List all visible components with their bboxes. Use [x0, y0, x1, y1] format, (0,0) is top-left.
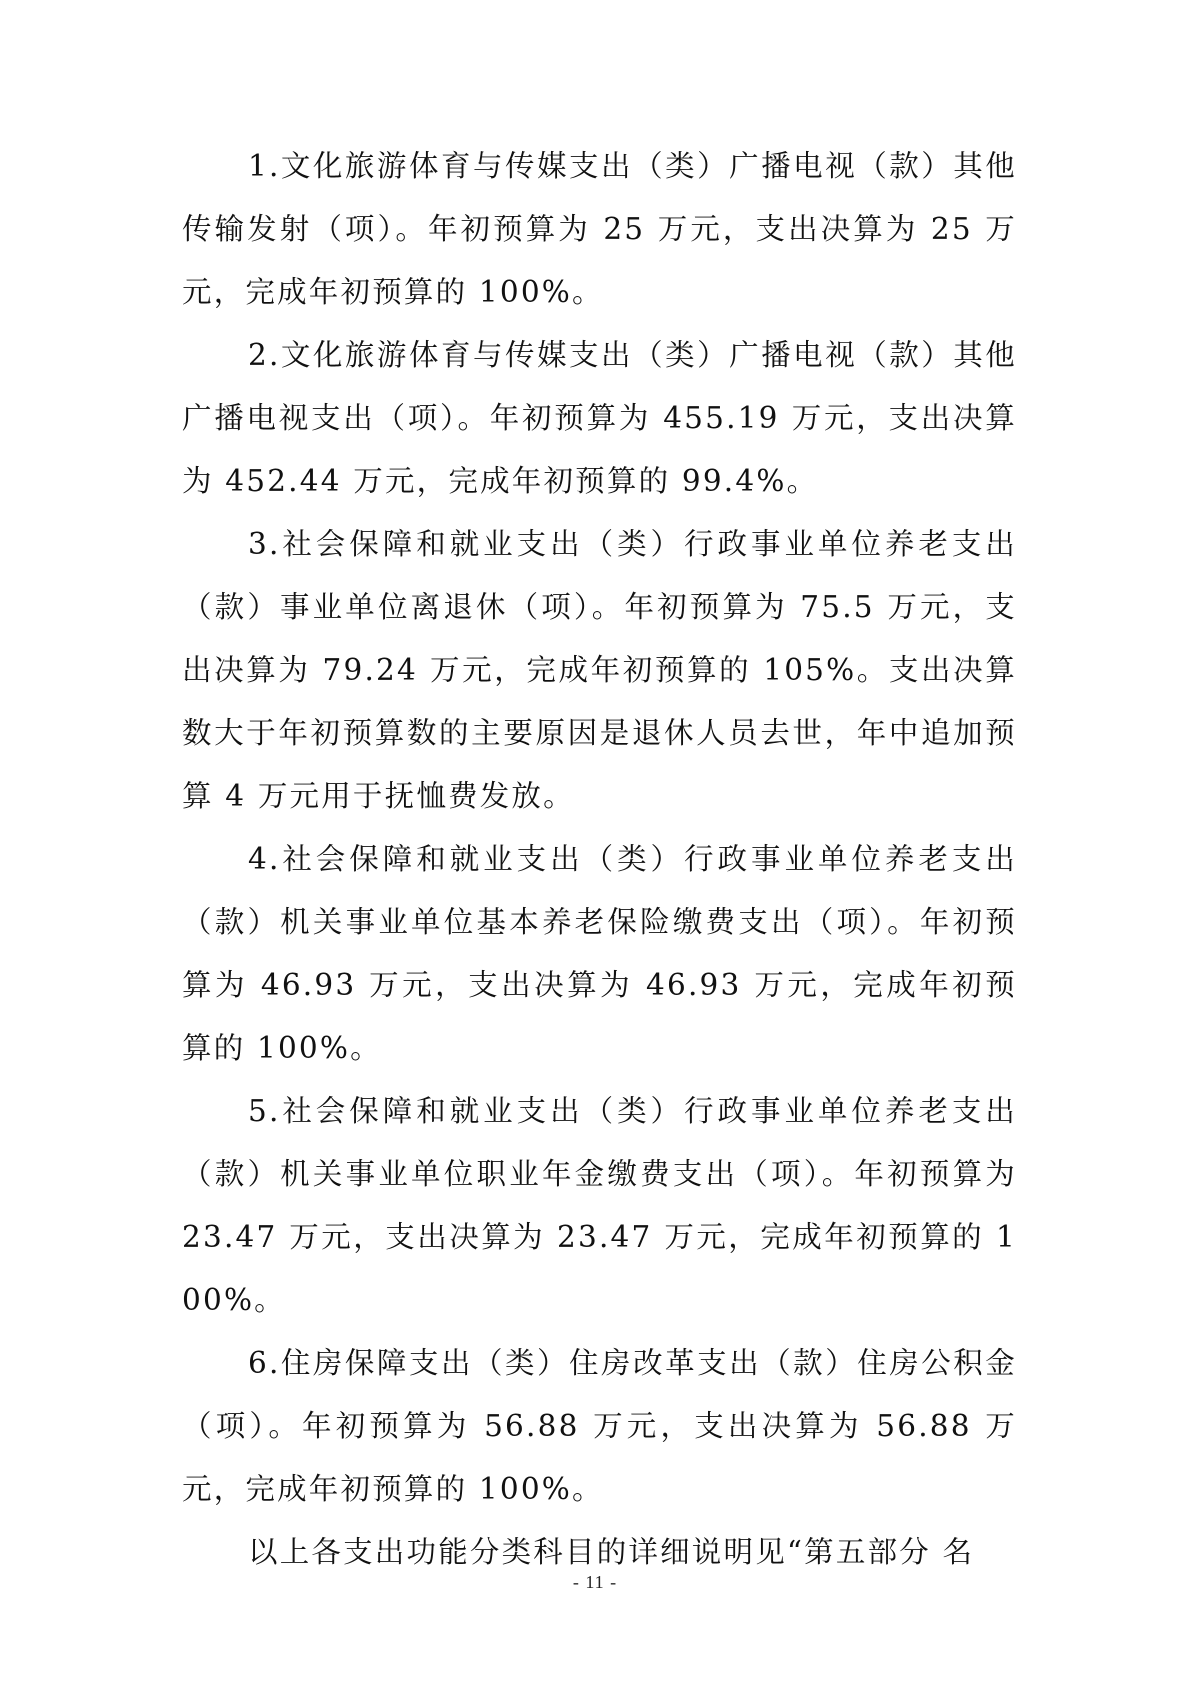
paragraph-item-4: 4.社会保障和就业支出（类）行政事业单位养老支出（款）机关事业单位基本养老保险缴费支出（项）。年初预算为 46.93 万元，支出决算为 46.93 万元，完成年初预算的 100%。 [182, 842, 1017, 1065]
page-number: - 11 - [572, 1572, 618, 1592]
paragraph-item-3: 3.社会保障和就业支出（类）行政事业单位养老支出（款）事业单位离退休（项）。年初预算为 75.5 万元，支出决算为 79.24 万元，完成年初预算的 105%。支出决算数大于年初预算数的主要原因是退休人员去世，年中追加预算 4 万元用于抚恤费发放。 [182, 527, 1017, 813]
paragraph-item-6: 6.住房保障支出（类）住房改革支出（款）住房公积金（项）。年初预算为 56.88 万元，支出决算为 56.88 万元，完成年初预算的 100%。 [182, 1346, 1017, 1506]
document-body [182, 135, 1017, 1584]
paragraph-item-2: 2.文化旅游体育与传媒支出（类）广播电视（款）其他广播电视支出（项）。年初预算为 455.19 万元，支出决算为 452.44 万元，完成年初预算的 99.4%。 [182, 338, 1017, 498]
paragraph-item-1: 1.文化旅游体育与传媒支出（类）广播电视（款）其他传输发射（项）。年初预算为 25 万元，支出决算为 25 万元，完成年初预算的 100%。 [182, 149, 1017, 309]
paragraph-item-5: 5.社会保障和就业支出（类）行政事业单位养老支出（款）机关事业单位职业年金缴费支出（项）。年初预算为 23.47 万元，支出决算为 23.47 万元，完成年初预算的 100%。 [182, 1094, 1017, 1317]
paragraph-summary: 以上各支出功能分类科目的详细说明见“第五部分 名 [248, 1535, 975, 1569]
